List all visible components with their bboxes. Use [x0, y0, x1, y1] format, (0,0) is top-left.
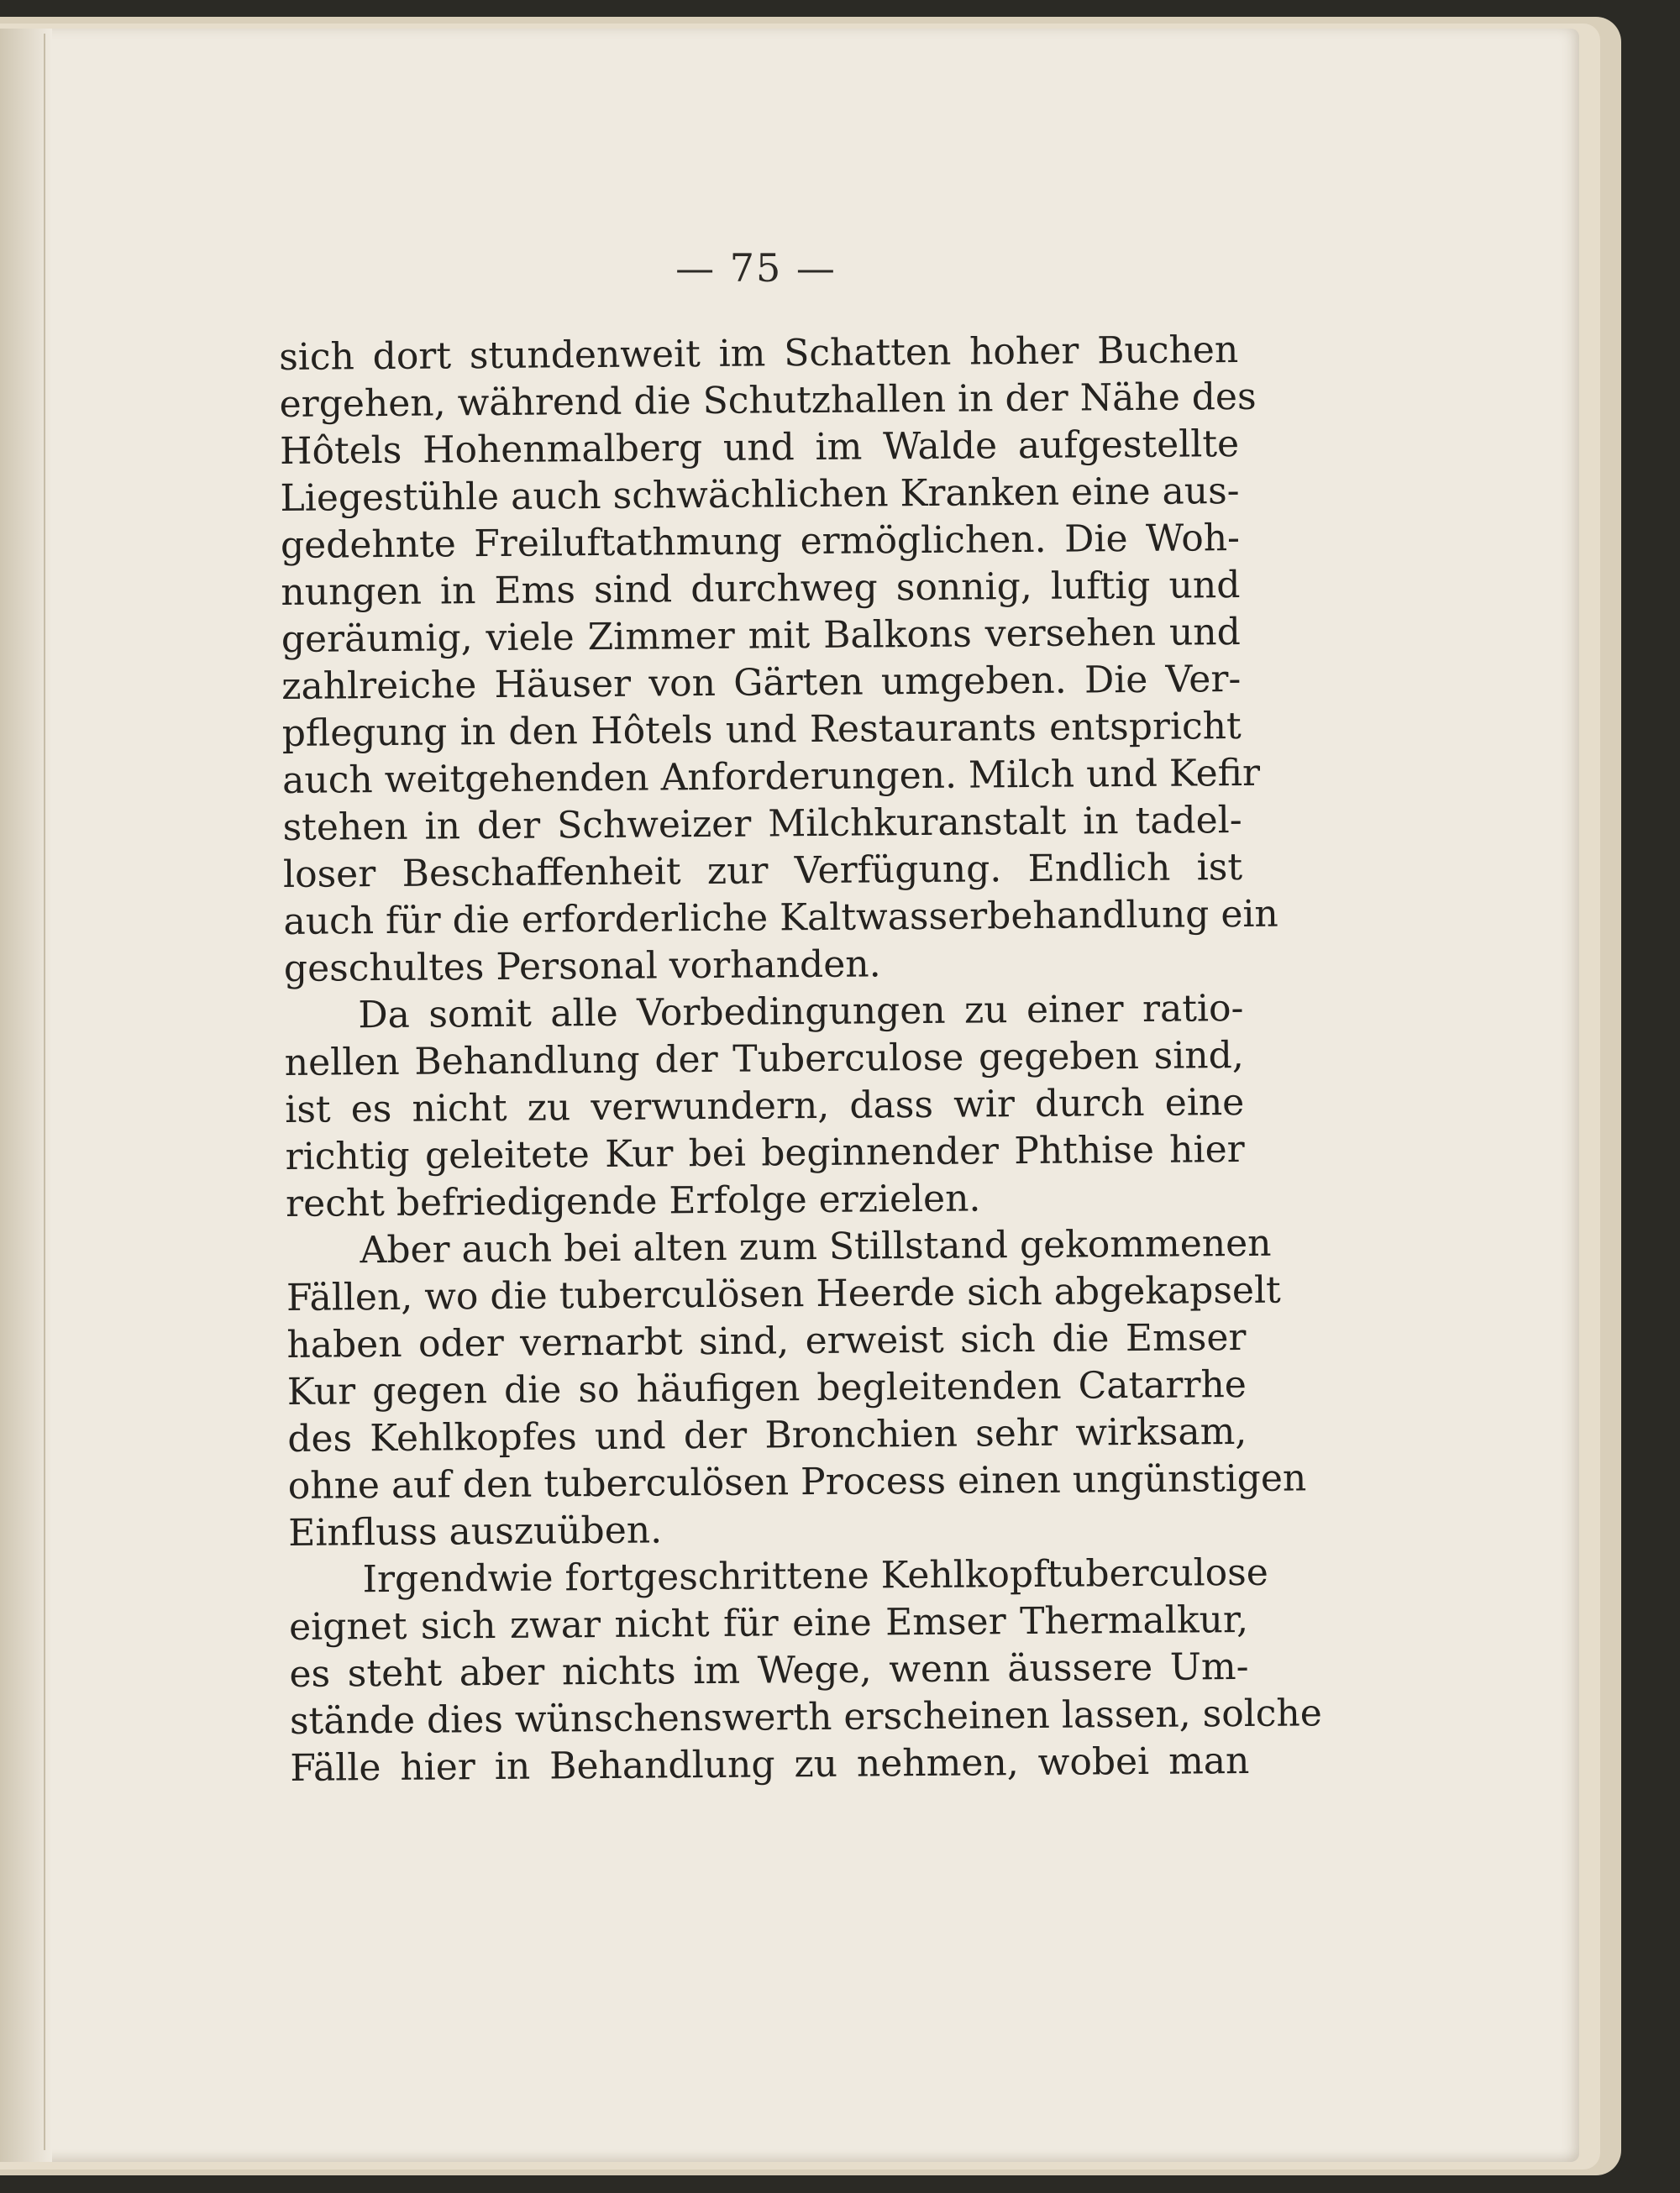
text-line: gedehnte Freiluftathmung ermöglichen. Die Woh- — [280, 517, 1241, 567]
text-line: ergehen, während die Schutzhallen in der Nähe des — [279, 375, 1257, 426]
text-line: zahlreiche Häuser von Gärten umgeben. Die Ver- — [281, 658, 1242, 708]
text-line: nellen Behandlung der Tuberculose gegeben sind, — [284, 1034, 1244, 1084]
text-line: eignet sich zwar nicht für eine Emser Thermalkur, — [288, 1598, 1249, 1649]
text-line: sich dort stundenweit im Schatten hoher Buchen — [279, 328, 1239, 379]
text-line: geschultes Personal vorhanden. — [283, 942, 881, 990]
text-line: Aber auch bei alten zum Stillstand gekommenen — [360, 1221, 1272, 1272]
text-line: Liegestühle auch schwächlichen Kranken eine aus- — [280, 470, 1240, 520]
text-line: ist es nicht zu verwundern, dass wir durch eine — [285, 1081, 1245, 1131]
text-line: des Kehlkopfes und der Bronchien sehr wirksam, — [287, 1409, 1247, 1461]
text-line: stände dies wünschenswerth erscheinen lassen, solche — [289, 1692, 1323, 1743]
text-line: haben oder vernarbt sind, erweist sich die Emser — [286, 1315, 1247, 1367]
text-line: loser Beschaffenheit zur Verfügung. Endlich ist — [282, 846, 1243, 896]
text-line: Fälle hier in Behandlung zu nehmen, wobei man — [290, 1739, 1250, 1790]
text-line: ohne auf den tuberculösen Process einen ungünstigen — [287, 1456, 1307, 1508]
text-line: Kur gegen die so häufigen begleitenden Catarrhe — [286, 1362, 1247, 1414]
page-number: — 75 — — [675, 245, 837, 291]
text-line: auch für die erforderliche Kaltwasserbehandlung ein — [283, 892, 1278, 943]
text-line: Einfluss auszuüben. — [288, 1508, 663, 1555]
text-line: auch weitgehenden Anforderungen. Milch und Kefir — [281, 751, 1261, 802]
text-line: nungen in Ems sind durchweg sonnig, luftig und — [281, 564, 1241, 614]
text-line: stehen in der Schweizer Milchkuranstalt in tadel- — [282, 799, 1242, 849]
text-line: es steht aber nichts im Wege, wenn äussere Um- — [289, 1645, 1249, 1696]
text-line: recht befriedigende Erfolge erzielen. — [285, 1177, 981, 1225]
text-line: Hôtels Hohenmalberg und im Walde aufgestellte — [279, 422, 1240, 473]
text-line: geräumig, viele Zimmer mit Balkons versehen und — [281, 611, 1242, 661]
text-line: Fällen, wo die tuberculösen Heerde sich abgekapselt — [286, 1268, 1281, 1319]
text-line: pflegung in den Hôtels und Restaurants entspricht — [281, 705, 1242, 755]
text-line: richtig geleitete Kur bei beginnender Phthise hier — [285, 1128, 1245, 1178]
gutter-fold-line — [44, 34, 45, 2150]
text-line: Irgendwie fortgeschrittene Kehlkopftuberculose — [362, 1550, 1268, 1602]
body-text — [279, 327, 1323, 1792]
text-line: Da somit alle Vorbedingungen zu einer ratio- — [358, 987, 1244, 1037]
